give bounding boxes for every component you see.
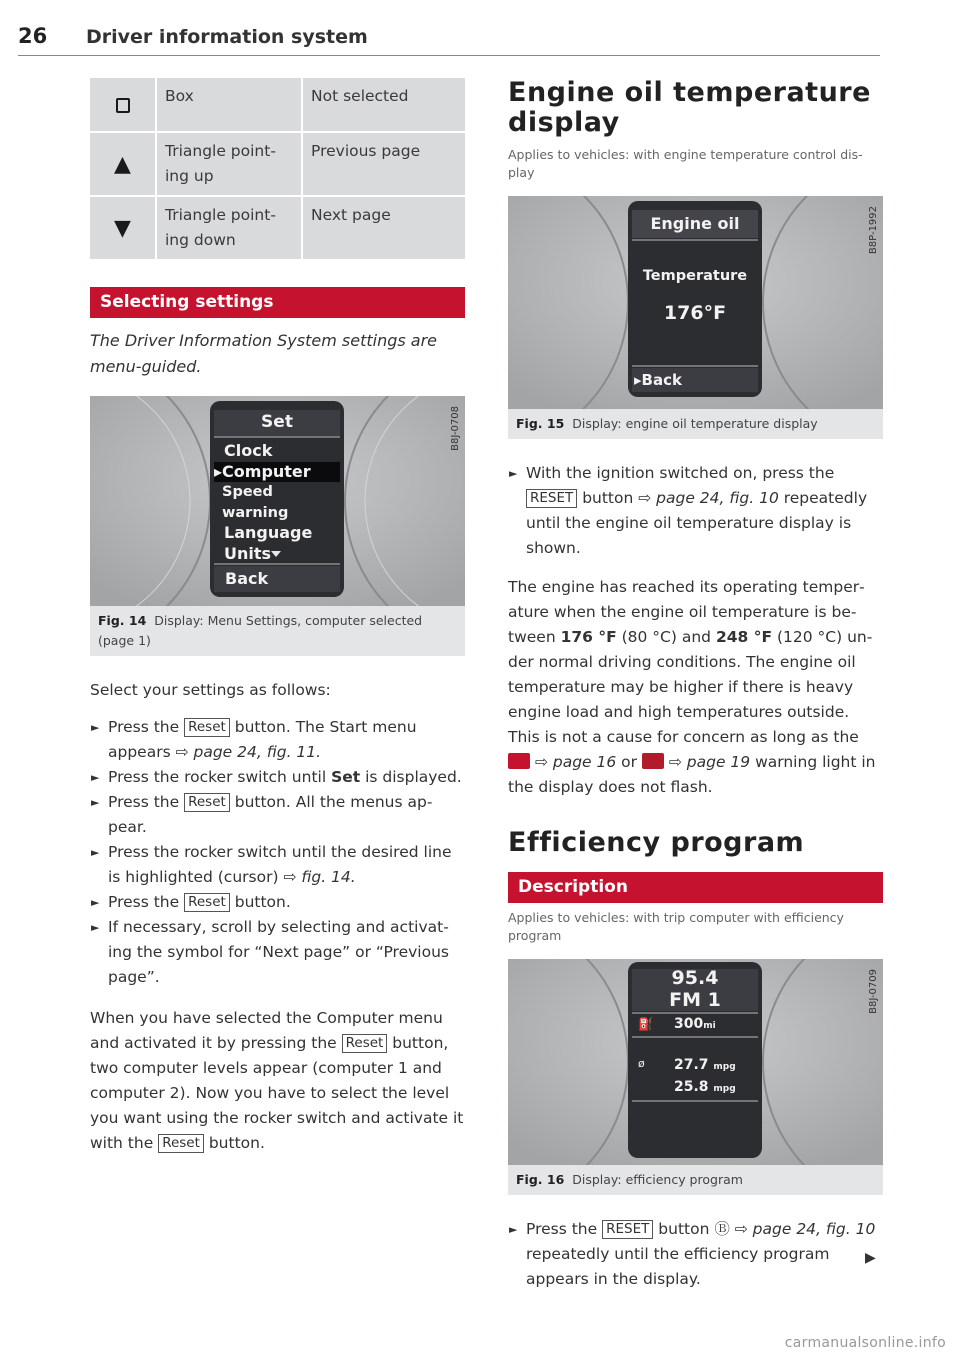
triangle-down-icon: ▼ <box>90 196 156 260</box>
menu-list <box>214 441 340 564</box>
oil-temp-steps <box>508 461 883 561</box>
symbol-meaning: Previous page <box>302 132 465 196</box>
box-icon <box>90 78 156 132</box>
range-value: 300mi <box>674 1016 716 1032</box>
list-item: ► Press the Reset button. All the menus appear. <box>91 793 433 836</box>
list-item: ► Press the rocker switch until the desired line is highlighted (cursor) ⇨ fig. 14. <box>91 843 452 886</box>
figure-code: B8P-1992 <box>868 206 879 255</box>
menu-item-selected: ▸Computer <box>214 461 311 481</box>
list-item: ► If necessary, scroll by selecting and activating the symbol for “Next page” or “Previous page”. <box>91 918 449 986</box>
menu-item: Language <box>224 523 313 542</box>
menu-item: Speed warning <box>222 484 289 521</box>
list-item: ► Press the Reset button. <box>91 893 291 911</box>
list-item: ► Press the RESET button Ⓑ ⇨ page 24, fig. 10 repeatedly until the efficiency program appears in the display. <box>509 1220 876 1288</box>
left-column <box>90 78 465 1156</box>
triangle-up-icon: ▲ <box>90 132 156 196</box>
figure-14-image <box>90 396 465 606</box>
list-item: ► Press the Reset button. The Start menu appears ⇨ page 24, fig. 11. <box>91 718 417 761</box>
oil-warning-icon <box>508 753 530 769</box>
menu-title: Set <box>261 412 293 432</box>
efficiency-steps <box>508 1217 883 1292</box>
efficiency-display-top: 95.4 FM 1 <box>669 967 721 1011</box>
figure-14 <box>90 396 465 656</box>
figure-14-caption: Fig. 14 Display: Menu Settings, computer selected (page 1) <box>90 606 465 656</box>
symbol-meaning: Next page <box>302 196 465 260</box>
symbol-description: Triangle point-ing up <box>156 132 302 196</box>
list-item: ► With the ignition switched on, press the RESET button ⇨ page 24, fig. 10 repeatedly until the engine oil temperature display is shown. <box>509 464 868 557</box>
average-values: 27.7 mpg 25.8 mpg <box>674 1057 736 1095</box>
figure-15-image <box>508 196 883 409</box>
description-heading: Description <box>508 872 883 903</box>
selecting-lead: The Driver Information System settings are menu-guided. <box>90 331 438 376</box>
next-page-arrow-icon: ▶ <box>865 1250 876 1266</box>
figure-15-caption: Fig. 15 Display: engine oil temperature display <box>508 409 883 439</box>
oil-temp-applies: Applies to vehicles: with engine temperature control dis-play <box>508 147 863 180</box>
table-row <box>90 132 465 196</box>
oil-temp-heading: Engine oil temperature display <box>508 77 871 138</box>
figure-16-caption: Fig. 16 Display: efficiency program <box>508 1165 883 1195</box>
symbol-description: Triangle point-ing down <box>156 196 302 260</box>
section-title: Driver information system <box>86 26 368 48</box>
oil-display-back: ▸Back <box>634 371 682 389</box>
efficiency-applies: Applies to vehicles: with trip computer with efficiency program <box>508 910 844 943</box>
figure-16-image <box>508 959 883 1165</box>
menu-back: Back <box>225 569 269 588</box>
symbol-description: Box <box>156 78 302 132</box>
selecting-intro: Select your settings as follows: <box>90 681 331 699</box>
figure-code: B8J-0709 <box>868 969 879 1014</box>
symbol-table <box>90 78 465 261</box>
right-column <box>508 78 883 1292</box>
selecting-closing: When you have selected the Computer menu and activated it by pressing the Reset button, two computer levels appear (computer 1 and computer 2). Now you have to select the level you want using the rocker switch and activate it with the Reset button. <box>90 1009 464 1152</box>
average-icon: ø <box>638 1057 645 1070</box>
page-header <box>18 22 880 56</box>
oil-display-title: Engine oil <box>650 214 740 233</box>
coolant-warning-icon <box>642 753 664 769</box>
watermark: carmanualsonline.info <box>784 1335 946 1351</box>
efficiency-heading: Efficiency program <box>508 827 805 858</box>
oil-display-label: Temperature <box>642 268 748 284</box>
oil-display-value: 176°F <box>663 302 727 324</box>
table-row <box>90 196 465 260</box>
figure-16 <box>508 959 883 1195</box>
figure-code: B8J-0708 <box>450 406 461 451</box>
page-number: 26 <box>18 24 48 48</box>
table-row <box>90 78 465 132</box>
list-item: ► Press the rocker switch until Set is displayed. <box>91 768 462 786</box>
menu-item: Clock <box>224 441 273 460</box>
menu-item: Units <box>224 543 272 563</box>
figure-15 <box>508 196 883 439</box>
oil-temp-body: The engine has reached its operating temperature when the engine oil temperature is between 176 °F (80 °C) and 248 °F (120 °C) under normal driving conditions. The engine oil temperature may be higher if there is heavy engine load and high temperatures outside. This is not a cause for concern as long as the ⇨ page 16 or ⇨ page 19 warning light in the display does not flash. <box>508 578 876 796</box>
symbol-meaning: Not selected <box>302 78 465 132</box>
fuel-icon: ⛽ <box>638 1017 653 1031</box>
selecting-steps <box>90 715 465 990</box>
selecting-settings-heading: Selecting settings <box>90 287 465 318</box>
